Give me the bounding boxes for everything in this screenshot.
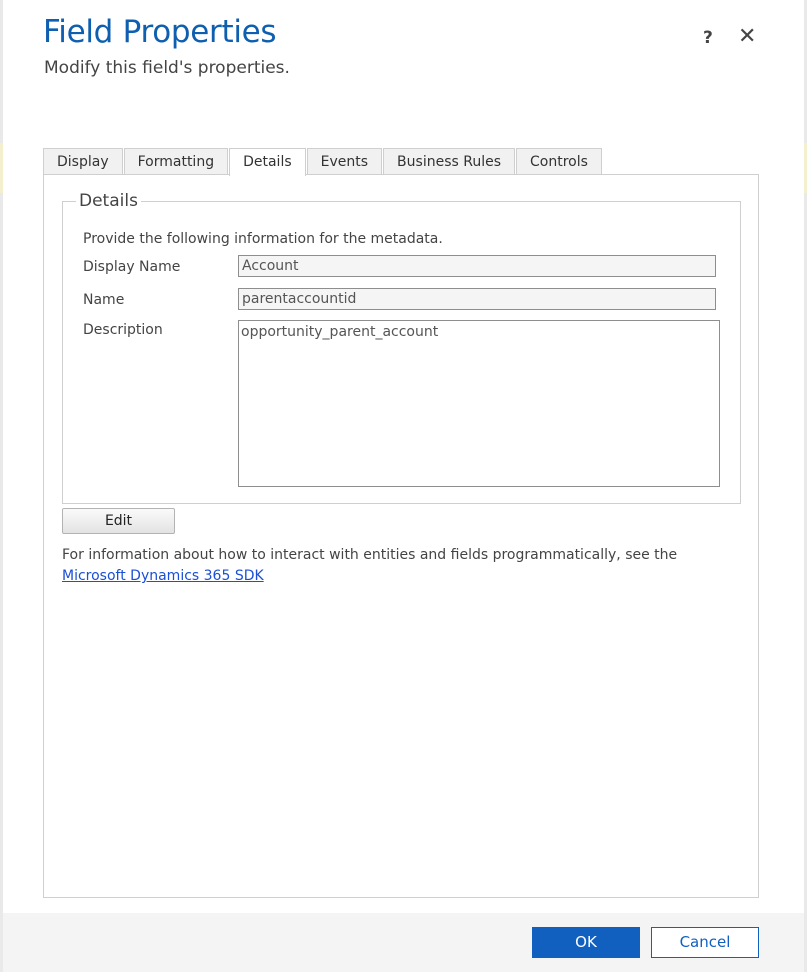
tab-controls[interactable]: Controls xyxy=(516,148,602,175)
name-field[interactable] xyxy=(238,288,716,310)
display-name-field[interactable] xyxy=(238,255,716,277)
sdk-info-text xyxy=(62,545,732,587)
tab-business-rules[interactable]: Business Rules xyxy=(383,148,515,175)
ok-button[interactable]: OK xyxy=(532,927,640,958)
help-icon[interactable]: ? xyxy=(703,28,713,48)
dialog-title: Field Properties xyxy=(43,14,277,50)
tab-formatting[interactable]: Formatting xyxy=(124,148,228,175)
dialog-subtitle: Modify this field's properties. xyxy=(44,58,290,78)
details-intro: Provide the following information for the metadata. xyxy=(83,231,443,247)
description-label: Description xyxy=(83,322,163,338)
sdk-link[interactable]: Microsoft Dynamics 365 SDK xyxy=(62,568,264,584)
display-name-label: Display Name xyxy=(83,259,181,275)
name-label: Name xyxy=(83,292,125,308)
description-field[interactable] xyxy=(238,320,720,487)
cancel-button[interactable]: Cancel xyxy=(651,927,759,958)
details-legend: Details xyxy=(76,191,141,211)
sdk-info-body: For information about how to interact with entities and fields programmatically, see the xyxy=(62,547,678,563)
edit-button[interactable]: Edit xyxy=(62,508,175,534)
tab-strip xyxy=(43,148,603,175)
tab-display[interactable]: Display xyxy=(43,148,123,175)
details-group xyxy=(62,191,741,504)
tab-details[interactable]: Details xyxy=(229,148,306,176)
close-icon[interactable]: ✕ xyxy=(738,24,757,49)
field-properties-dialog xyxy=(3,0,804,972)
tab-events[interactable]: Events xyxy=(307,148,382,175)
tab-panel-details xyxy=(43,174,759,898)
dialog-footer xyxy=(3,913,804,972)
